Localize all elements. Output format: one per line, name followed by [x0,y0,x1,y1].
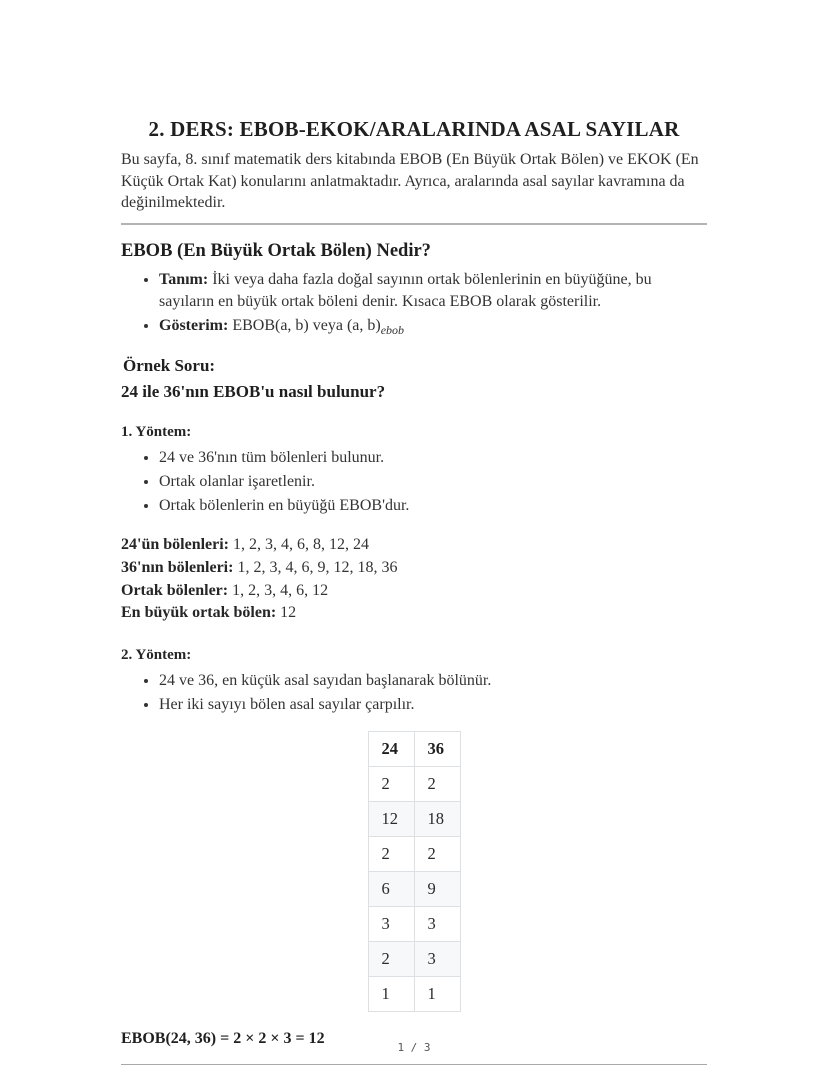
notation-label: Gösterim: [159,317,229,335]
table-cell: 2 [414,767,460,802]
definition-item [159,269,707,313]
divisor-value: 1, 2, 3, 4, 6, 9, 12, 18, 36 [237,558,398,576]
table-row [368,837,460,872]
table-cell: 18 [414,802,460,837]
table-cell: 12 [368,802,414,837]
divisor-value: 1, 2, 3, 4, 6, 8, 12, 24 [233,536,370,554]
notation-item [159,315,707,339]
divisor-line [121,534,707,557]
ebob-section-heading: EBOB (En Büyük Ortak Bölen) Nedir? [121,241,431,262]
table-cell: 1 [368,977,414,1012]
table-cell: 6 [368,872,414,907]
table-cell: 2 [368,837,414,872]
notation-subscript: ebob [380,323,405,338]
table-row [368,977,460,1012]
divisor-value: 1, 2, 3, 4, 6, 12 [232,581,329,599]
definition-text: İki veya daha fazla doğal sayının ortak bölenlerinin en büyüğüne, bu sayıların en büyük ortak böleni denir. Kısaca EBOB olarak gösterilir. [159,271,652,311]
table-header-cell: 24 [368,732,414,767]
table-row [368,907,460,942]
table-cell: 9 [414,872,460,907]
table-cell: 1 [414,977,460,1012]
example-heading: Örnek Soru: [123,355,216,375]
method1-heading: 1. Yöntem: [121,423,192,440]
definition-label: Tanım: [159,271,209,289]
table-row [368,872,460,907]
notation-text: EBOB(a, b) veya (a, b) [232,317,381,335]
method1-step: • 24 ve 36'nın tüm bölenleri bulunur. [159,447,707,469]
ebob-result: EBOB(24, 36) = 2 × 2 × 3 = 12 [121,1030,325,1048]
table-cell: 2 [368,942,414,977]
table-header-cell: 36 [414,732,460,767]
divisor-line [121,557,707,580]
divisor-value: 12 [280,604,297,622]
ebob-definition-list [121,269,707,339]
intro-paragraph: Bu sayfa, 8. sınıf matematik ders kitabında EBOB (En Büyük Ortak Bölen) ve EKOK (En Küçük Ortak Kat) konularını anlatmaktadır. Ayrıca, aralarında asal sayılar kavramına da değinilmektedir. [121,151,699,212]
example-question: 24 ile 36'nın EBOB'u nasıl bulunur? [121,381,386,401]
table-row [368,767,460,802]
page-title: 2. DERS: EBOB-EKOK/ARALARINDA ASAL SAYILAR [148,117,680,141]
table-cell: 3 [414,907,460,942]
divisor-label: 36'nın bölenleri: [121,558,234,576]
table-row [368,802,460,837]
prime-division-table [368,731,461,1012]
method2-heading: 2. Yöntem: [121,647,192,664]
table-cell: 3 [368,907,414,942]
divisor-label: 24'ün bölenleri: [121,536,230,554]
table-row [368,942,460,977]
method1-step: • Ortak olanlar işaretlenir. [159,471,707,493]
method1-step: • Ortak bölenlerin en büyüğü EBOB'dur. [159,495,707,517]
table-header-row [368,732,460,767]
divisor-line [121,580,707,603]
table-cell: 2 [414,837,460,872]
divider-bottom [121,1064,707,1065]
divisor-label: Ortak bölenler: [121,581,229,599]
method2-step: • Her iki sayıyı bölen asal sayılar çarpılır. [159,694,707,716]
divisor-label: En büyük ortak bölen: [121,604,277,622]
table-cell: 2 [368,767,414,802]
divisor-line [121,602,707,625]
page-number: 1 / 3 [397,1041,431,1054]
divider-top [121,223,707,225]
method2-steps [121,670,707,716]
divisor-lines [121,534,707,625]
method1-steps [121,447,707,517]
table-cell: 3 [414,942,460,977]
method2-step: • 24 ve 36, en küçük asal sayıdan başlanarak bölünür. [159,670,707,692]
